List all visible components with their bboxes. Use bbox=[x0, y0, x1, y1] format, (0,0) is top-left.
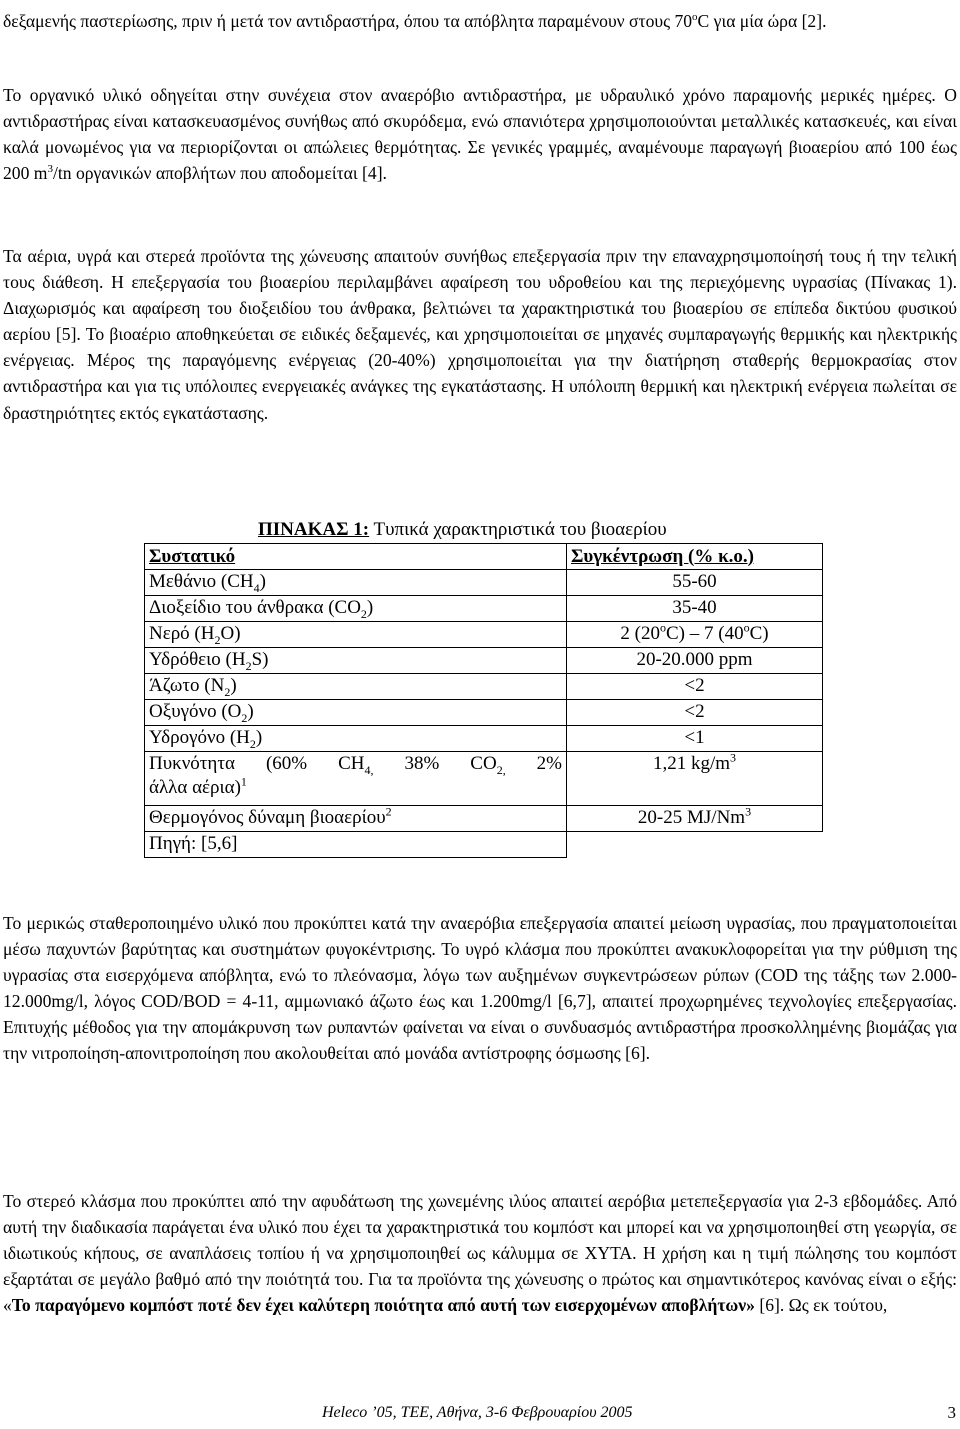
header-component: Συστατικό bbox=[145, 544, 567, 570]
cell-component: Θερμογόνος δύναμη βιοαερίου$^2$ bbox=[145, 806, 567, 832]
table-header-row bbox=[145, 544, 823, 570]
cell-value: 35-40 bbox=[567, 596, 823, 622]
table-row bbox=[145, 622, 823, 648]
table-row bbox=[145, 570, 823, 596]
cell-value: 20-25 MJ/Nm$^3$ bbox=[567, 806, 823, 832]
cell-value: <1 bbox=[567, 726, 823, 752]
cell-component: Πυκνότητα (60% $CH_{4,}$ 38% $CO_{2,}$ 2% άλλα αέρια)$^1$ bbox=[145, 752, 567, 806]
table-row bbox=[145, 806, 823, 832]
empty-cell bbox=[567, 832, 823, 858]
cell-component: Διοξείδιο του άνθρακα $(CO_2)$ bbox=[145, 596, 567, 622]
table-caption: ΠΙΝΑΚΑΣ 1: Τυπικά χαρακτηριστικά του βιοαερίου bbox=[258, 519, 667, 540]
page-footer bbox=[0, 1402, 960, 1424]
table-row bbox=[145, 674, 823, 700]
table-row bbox=[145, 700, 823, 726]
cell-component: Άζωτο $(N_2)$ bbox=[145, 674, 567, 700]
cell-component: Υδρόθειο $(H_2S)$ bbox=[145, 648, 567, 674]
cell-component: Υδρογόνο $(H_2)$ bbox=[145, 726, 567, 752]
page-number: 3 bbox=[947, 1403, 956, 1422]
table-row bbox=[145, 648, 823, 674]
cell-value: <2 bbox=[567, 674, 823, 700]
table-row bbox=[145, 726, 823, 752]
table-row bbox=[145, 752, 823, 806]
cell-component: Μεθάνιο $(CH_4)$ bbox=[145, 570, 567, 596]
paragraph-pasteurization: δεξαμενής παστερίωσης, πριν ή μετά τον αντιδραστήρα, όπου τα απόβλητα παραμένουν στους 70$^o$C για μία ώρα [2]. bbox=[3, 11, 827, 31]
paragraph-compost: Το στερεό κλάσμα που προκύπτει από την αφυδάτωση της χωνεμένης ιλύος απαιτεί αερόβια μετεπεξεργασία για 2-3 εβδομάδες. Από αυτή την διαδικασία παράγεται ένα υλικό που έχει τα χαρακτηριστικά του κομπόστ και μπορεί και να χρησιμοποιηθεί στη γεωργία, σε ιδιωτικούς κήπους, σε αναπλάσεις τοπίου ή να χρησιμοποιηθεί ως κάλυμμα σε ΧΥΤΑ. Η χρήση και η τιμή πώλησης του κομπόστ εξαρτάται σε μεγάλο βαθμό από την ποιότητά του. Για τα προϊόντα της χώνευσης ο πρώτος και σημαντικότερος κανόνας είναι ο εξής: «Το παραγόμενο κομπόστ ποτέ δεν έχει καλύτερη ποιότητα από αυτή των εισερχομένων αποβλήτων» [6]. Ως εκ τούτου, bbox=[3, 1191, 957, 1316]
header-concentration: Συγκέντρωση (% κ.ο.) bbox=[567, 544, 823, 570]
table-row bbox=[145, 596, 823, 622]
table-source: Πηγή: [5,6] bbox=[145, 832, 567, 858]
cell-component: Οξυγόνο $(O_2)$ bbox=[145, 700, 567, 726]
cell-value: <2 bbox=[567, 700, 823, 726]
cell-value: 55-60 bbox=[567, 570, 823, 596]
cell-value: 2 (20$^o$C) – 7 (40$^o$C) bbox=[567, 622, 823, 648]
paragraph-dewatering: Το μερικώς σταθεροποιημένο υλικό που προκύπτει κατά την αναερόβια επεξεργασία απαιτεί μείωση υγρασίας, που πραγματοποιείται μέσω παχυντών βαρύτητας και συστημάτων φυγοκέντρισης. Το υγρό κλάσμα που προκύπτει ανακυκλοφορείται για την ρύθμιση της υγρασίας στα εισερχόμενα απόβλητα, ενώ το πλεόνασμα, λόγω των αυξημένων συγκεντρώσεων ρύπων (COD της τάξης των 2.000-12.000mg/l, λόγος COD/BOD = 4-11, αμμωνιακό άζωτο έως και 1.200mg/l [6,7], απαιτεί προχωρημένες τεχνολογίες επεξεργασίας. Επιτυχής μέθοδος για την απομάκρυνση των ρυπαντών φαίνεται να είναι ο συνδυασμός αντιδραστήρα προσκολλημένης βιομάζας για την νιτροποίηση-απονιτροποίηση που ακολουθείται από μονάδα αντίστροφης όσμωσης [6]. bbox=[3, 913, 957, 1064]
table-source-row bbox=[145, 832, 823, 858]
paragraph-reactor: Το οργανικό υλικό οδηγείται στην συνέχεια στον αναερόβιο αντιδραστήρα, με υδραυλικό χρόνο παραμονής μερικές ημέρες. Ο αντιδραστήρας είναι κατασκευασμένος συνήθως από σκυρόδεμα, ενώ σπανιότερα χρησιμοποιούνται μεταλλικές κατασκευές, και είναι καλά μονωμένος για να περιορίζονται οι απώλειες θερμότητας. Σε γενικές γραμμές, αναμένουμε παραγωγή βιοαερίου από 100 έως 200 $m^3/tn$ οργανικών αποβλήτων που αποδομείται [4]. bbox=[3, 85, 957, 184]
paragraph-products-treatment: Τα αέρια, υγρά και στερεά προϊόντα της χώνευσης απαιτούν συνήθως επεξεργασία πριν την επαναχρησιμοποίησή τους ή την τελική τους διάθεση. Η επεξεργασία του βιοαερίου περιλαμβάνει αφαίρεση του υδροθείου και της περιεχόμενης υγρασίας (Πίνακας 1). Διαχωρισμός και αφαίρεση του διοξειδίου του άνθρακα, βελτιώνει τα χαρακτηριστικά του βιοαερίου σε επίπεδα δικτύου φυσικού αερίου [5]. Το βιοαέριο αποθηκεύεται σε ειδικές δεξαμενές, και χρησιμοποιείται σε μηχανές συμπαραγωγής θερμικής και ηλεκτρικής ενέργειας. Μέρος της παραγόμενης ενέργειας (20-40%) χρησιμοποιείται για την διατήρηση σταθερής θερμοκρασίας στον αντιδραστήρα και για τις υπόλοιπες ενεργειακές ανάγκες της εγκατάστασης. Η υπόλοιπη θερμική και ηλεκτρική ενέργεια πωλείται σε δραστηριότητες εκτός εγκατάστασης. bbox=[3, 246, 957, 423]
cell-value: 20-20.000 ppm bbox=[567, 648, 823, 674]
footer-conference: Heleco ’05, ΤΕΕ, Αθήνα, 3-6 Φεβρουαρίου 2005 bbox=[322, 1404, 633, 1421]
cell-component: Νερό $(H_2O)$ bbox=[145, 622, 567, 648]
cell-value: 1,21 $kg/m^3$ bbox=[567, 752, 823, 806]
biogas-characteristics-table bbox=[144, 543, 823, 858]
